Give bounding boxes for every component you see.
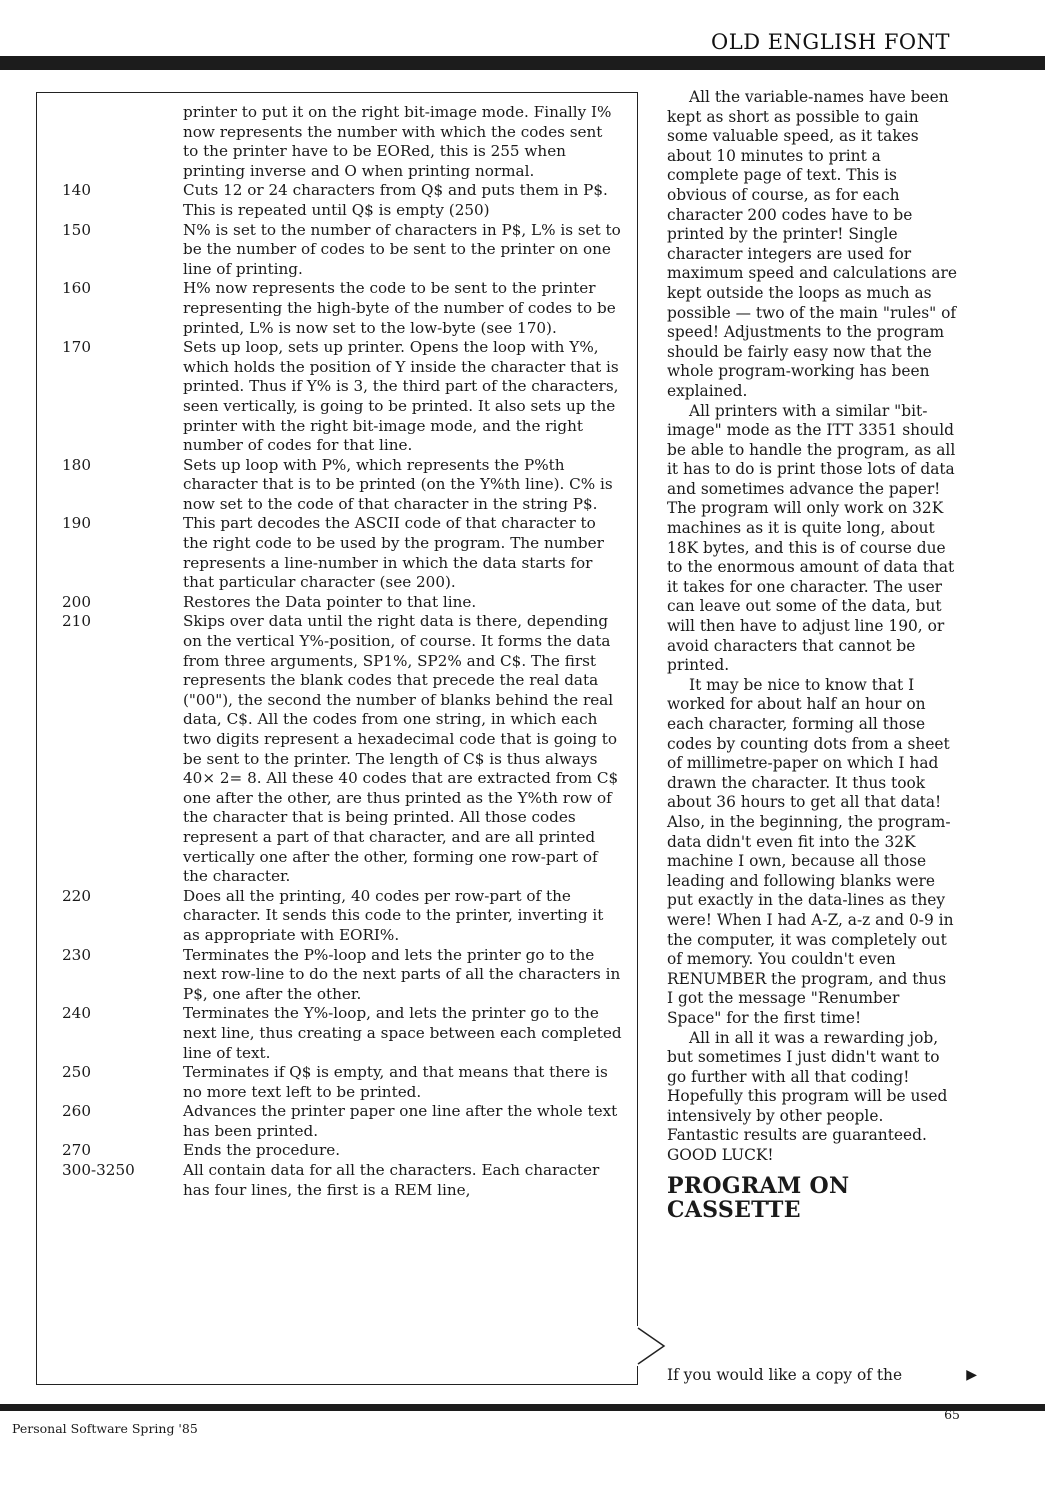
- footer-publication: Personal Software Spring '85: [12, 1421, 198, 1436]
- line-number: [62, 103, 183, 181]
- article-paragraph: It may be nice to know that I worked for about half an hour on each character, forming all those codes by counting dots from a sheet of millimetre-paper on which I had drawn the character. It thus took about 36 hours to get all that data! Also, in the beginning, the program-data didn't even fit into the 32K machine I own, because all those leading and following blanks were put exactly in the data-lines as they were! When I had A-Z, a-z and 0-9 in the computer, it was completely out of memory. You couldn't even RENUMBER the program, and thus I got the message "Renumber Space" for the first time!: [667, 675, 954, 1027]
- line-description: printer to put it on the right bit-image mode. Finally I% now represents the number with which the codes sent to the printer have to be EORed, this is 255 when printing inverse and O when printing normal.: [183, 103, 612, 180]
- line-entry: [62, 1063, 622, 1102]
- line-description: Terminates the Y%-loop, and lets the printer go to the next line, thus creating a space between each completed line of text.: [183, 1004, 622, 1062]
- line-number: 170: [62, 338, 91, 357]
- top-rule: [0, 56, 1045, 70]
- line-entry: [62, 1004, 622, 1063]
- line-entry: [62, 514, 622, 592]
- line-description: Terminates the P%-loop and lets the printer go to the next row-line to do the next parts of all the characters in P$, one after the other.: [183, 945, 621, 1003]
- line-description: This part decodes the ASCII code of that character to the right code to be used by the program. The number represents a line-number in which the data starts for that particular character (see 200).: [183, 514, 604, 592]
- line-entry: [62, 456, 622, 515]
- bottom-rule: [0, 1404, 1045, 1411]
- play-right-icon: ▶: [966, 1367, 977, 1383]
- section-heading: PROGRAM ON CASSETTE: [667, 1172, 850, 1223]
- article-paragraph: All printers with a similar "bit-image" mode as the ITT 3351 should be able to handle the program, as all it has to do is print those lots of data and sometimes advance the paper! The program will only work on 32K machines as it is quite long, about 18K bytes, and this is of course due to the enormous amount of data that it takes for one character. The user can leave out some of the data, but will then have to adjust line 190, or avoid characters that cannot be printed.: [667, 401, 956, 675]
- line-number: 260: [62, 1102, 91, 1121]
- line-description: All contain data for all the characters. Each character has four lines, the first is a REM line,: [183, 1161, 600, 1199]
- line-number: 150: [62, 220, 91, 239]
- line-description: Cuts 12 or 24 characters from Q$ and puts them in P$. This is repeated until Q$ is empty (250): [183, 181, 608, 219]
- line-explanation-list: [62, 103, 622, 1200]
- line-number: 240: [62, 1004, 91, 1023]
- line-number: 160: [62, 279, 91, 298]
- panel-pointer-arrow: [636, 1326, 666, 1366]
- line-number: 180: [62, 455, 91, 474]
- line-number: 300-3250: [62, 1161, 135, 1180]
- line-description: Restores the Data pointer to that line.: [183, 592, 477, 611]
- article-paragraph: All in all it was a rewarding job, but sometimes I just didn't want to go further with all that coding! Hopefully this program will be used intensively by other people. Fantastic results are guaranteed. GOOD LUCK!: [667, 1028, 948, 1165]
- line-entry: [62, 221, 622, 280]
- line-description: Does all the printing, 40 codes per row-part of the character. It sends this code to the printer, inverting it as appropriate with EORI%.: [183, 886, 604, 944]
- line-entry: [62, 1141, 622, 1161]
- line-description: Sets up loop with P%, which represents the P%th character that is to be printed (on the Y%th line). C% is now set to the code of that character in the string P$.: [183, 455, 613, 513]
- line-description: Advances the printer paper one line after the whole text has been printed.: [183, 1102, 618, 1140]
- continued-text: If you would like a copy of the: [667, 1366, 903, 1384]
- page-number: 65: [944, 1407, 960, 1422]
- line-entry: [62, 338, 622, 456]
- continued-line: [667, 1366, 977, 1384]
- line-number: 190: [62, 514, 91, 533]
- line-description: Skips over data until the right data is there, depending on the vertical Y%-position, of course. It forms the data from three arguments, SP1%, SP2% and C$. The first represents the blank codes that precede the real data ("00"), the second the number of blanks behind the real data, C$. All the codes from one string, in which each two digits represent a hexadecimal code that is going to be sent to the printer. The length of C$ is thus always 40× 2= 8. All these 40 codes that are extracted from C$ one after the other, are thus printed as the Y%th row of the character that is being printed. All those codes represent a part of that character, and are all printed vertically one after the other, forming one row-part of the character.: [183, 612, 619, 886]
- line-number: 220: [62, 886, 91, 905]
- line-number: 200: [62, 592, 91, 611]
- line-entry: [62, 593, 622, 613]
- line-entry: [62, 887, 622, 946]
- line-number: 270: [62, 1141, 91, 1160]
- line-number: 140: [62, 181, 91, 200]
- line-entry: [62, 103, 622, 181]
- article-body-column: [667, 88, 957, 1244]
- line-description: N% is set to the number of characters in P$, L% is set to be the number of codes to be sent to the printer on one line of printing.: [183, 220, 621, 278]
- line-description: H% now represents the code to be sent to the printer representing the high-byte of the number of codes to be printed, L% is now set to the low-byte (see 170).: [183, 279, 616, 337]
- article-paragraph: All the variable-names have been kept as short as possible to gain some valuable speed, as it takes about 10 minutes to print a complete page of text. This is obvious of course, as for each character 200 codes have to be printed by the printer! Single character integers are used for maximum speed and calculations are kept outside the loops as much as possible — two of the main "rules" of speed! Adjustments to the program should be fairly easy now that the whole program-working has been explained.: [667, 88, 957, 400]
- line-number: 250: [62, 1063, 91, 1082]
- line-entry: [62, 1102, 622, 1141]
- page-header-title: OLD ENGLISH FONT: [711, 30, 950, 54]
- line-description: Ends the procedure.: [183, 1141, 341, 1160]
- line-entry: [62, 279, 622, 338]
- line-number: 210: [62, 612, 91, 631]
- line-entry: [62, 1161, 622, 1200]
- line-entry: [62, 946, 622, 1005]
- line-number: 230: [62, 945, 91, 964]
- line-entry: [62, 612, 622, 886]
- line-entry: [62, 181, 622, 220]
- line-description: Sets up loop, sets up printer. Opens the loop with Y%, which holds the position of Y inside the character that is printed. Thus if Y% is 3, the third part of the characters, seen vertically, is going to be printed. It also sets up the printer with the right bit-image mode, and the right number of codes for that line.: [183, 338, 619, 455]
- line-description: Terminates if Q$ is empty, and that means that there is no more text left to be printed.: [183, 1063, 608, 1101]
